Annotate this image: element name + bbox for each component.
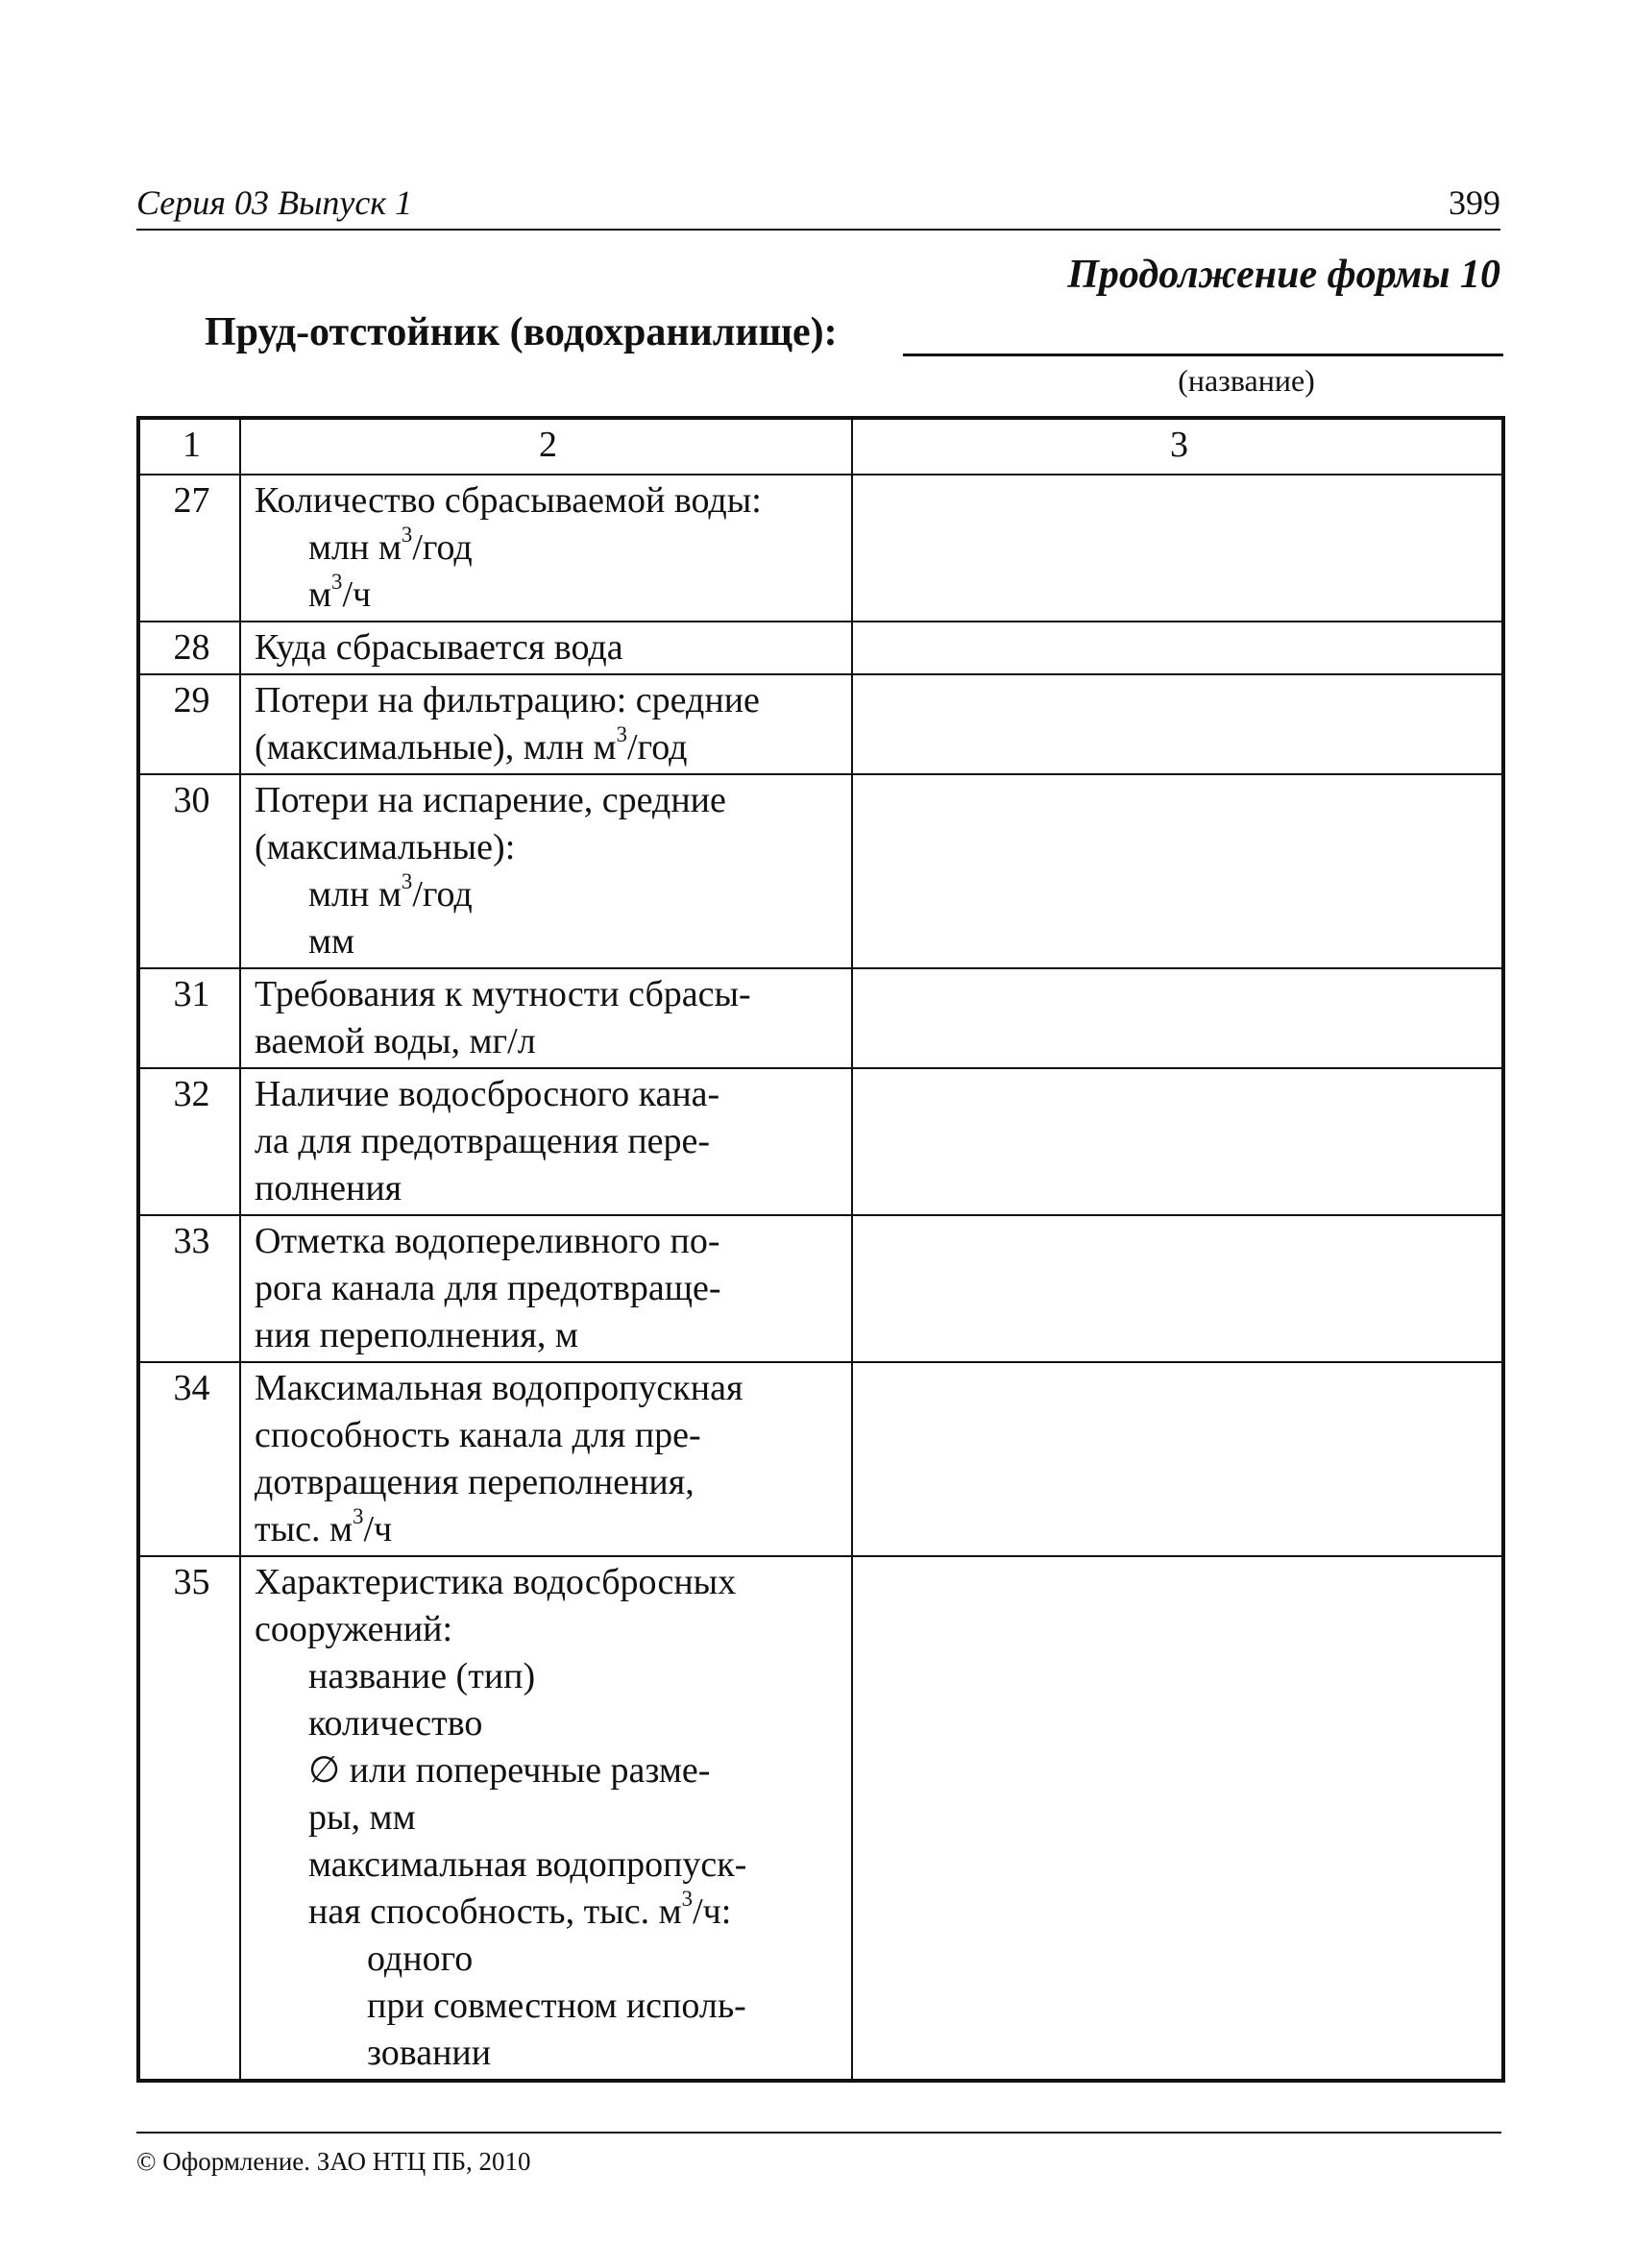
running-head bbox=[136, 181, 1500, 231]
table-row bbox=[138, 1362, 1503, 1556]
description-line: тыс. $м^3/ч$ bbox=[255, 1503, 393, 1549]
description-line: Куда сбрасывается вода bbox=[255, 627, 623, 668]
form-continuation-label: Продолжение формы 10 bbox=[1067, 253, 1500, 297]
value-cell[interactable] bbox=[852, 622, 1503, 674]
table-row bbox=[138, 1556, 1503, 2081]
description-line: Потери на испарение, средние bbox=[255, 780, 726, 820]
row-number: 29 bbox=[138, 674, 240, 774]
value-cell[interactable] bbox=[852, 968, 1503, 1068]
description-line: млн $м^3$/год bbox=[308, 868, 473, 915]
row-number: 32 bbox=[138, 1068, 240, 1215]
value-cell[interactable] bbox=[852, 475, 1503, 622]
description-line: ры, мм bbox=[308, 1797, 416, 1838]
table-row bbox=[138, 774, 1503, 968]
table-row bbox=[138, 1068, 1503, 1215]
row-description bbox=[240, 968, 852, 1068]
value-cell[interactable] bbox=[852, 774, 1503, 968]
description-line: Отметка водопереливного по- bbox=[255, 1221, 720, 1261]
description-line: ная способность, тыс. $м^3/ч$: bbox=[308, 1886, 732, 1932]
description-line: ния переполнения, м bbox=[255, 1315, 578, 1355]
row-number: 28 bbox=[138, 622, 240, 674]
description-line: при совместном исполь- bbox=[367, 1986, 746, 2026]
table-row bbox=[138, 475, 1503, 622]
column-header: 3 bbox=[852, 418, 1503, 475]
description-line: мм bbox=[308, 921, 355, 962]
description-line: максимальная водопропуск- bbox=[308, 1844, 747, 1885]
description-line: (максимальные): bbox=[255, 827, 516, 867]
description-line: (максимальные), млн $м^3$/год bbox=[255, 721, 688, 768]
description-line: название (тип) bbox=[308, 1656, 536, 1696]
value-cell[interactable] bbox=[852, 1362, 1503, 1556]
description-line: ваемой воды, мг/л bbox=[255, 1021, 536, 1061]
description-line: ла для предотвращения пере- bbox=[255, 1121, 711, 1161]
description-line: зовании bbox=[367, 2033, 492, 2073]
object-title: Пруд-отстойник (водохранилище): bbox=[205, 310, 838, 354]
row-description bbox=[240, 1215, 852, 1362]
description-line: $м^3/ч$ bbox=[308, 569, 372, 615]
row-description bbox=[240, 475, 852, 622]
row-description bbox=[240, 774, 852, 968]
table-header-row bbox=[138, 418, 1503, 475]
object-name-caption: (название) bbox=[1178, 363, 1315, 398]
value-cell[interactable] bbox=[852, 1068, 1503, 1215]
description-line: рога канала для предотвраще- bbox=[255, 1268, 721, 1308]
row-number: 35 bbox=[138, 1556, 240, 2081]
row-number: 34 bbox=[138, 1362, 240, 1556]
description-line: ∅ или поперечные разме- bbox=[308, 1750, 711, 1791]
value-cell[interactable] bbox=[852, 1215, 1503, 1362]
page-number: 399 bbox=[1449, 183, 1500, 222]
table-row bbox=[138, 1215, 1503, 1362]
object-name-blank[interactable] bbox=[903, 309, 1503, 356]
description-line: млн $м^3$/год bbox=[308, 522, 473, 568]
description-line: полнения bbox=[255, 1168, 402, 1208]
description-line: Количество сбрасываемой воды: bbox=[255, 480, 762, 521]
table-row bbox=[138, 622, 1503, 674]
row-description bbox=[240, 622, 852, 674]
column-header: 2 bbox=[240, 418, 852, 475]
table-row bbox=[138, 674, 1503, 774]
description-line: Характеристика водосбросных bbox=[255, 1562, 737, 1602]
form-table bbox=[136, 416, 1505, 2083]
row-number: 31 bbox=[138, 968, 240, 1068]
row-description bbox=[240, 1556, 852, 2081]
description-line: сооружений: bbox=[255, 1609, 453, 1649]
description-line: одного bbox=[367, 1939, 474, 1979]
row-number: 30 bbox=[138, 774, 240, 968]
description-line: Наличие водосбросного кана- bbox=[255, 1074, 720, 1114]
row-number: 33 bbox=[138, 1215, 240, 1362]
column-header: 1 bbox=[138, 418, 240, 475]
object-title-row bbox=[205, 309, 1503, 367]
description-line: дотвращения переполнения, bbox=[255, 1462, 695, 1502]
value-cell[interactable] bbox=[852, 674, 1503, 774]
description-line: Максимальная водопропускная bbox=[255, 1368, 743, 1408]
series-label: Серия 03 Выпуск 1 bbox=[136, 183, 413, 222]
row-description bbox=[240, 1068, 852, 1215]
table-row bbox=[138, 968, 1503, 1068]
description-line: Потери на фильтрацию: средние bbox=[255, 680, 760, 720]
row-number: 27 bbox=[138, 475, 240, 622]
row-description bbox=[240, 674, 852, 774]
copyright-footer: © Оформление. ЗАО НТЦ ПБ, 2010 bbox=[136, 2132, 1501, 2177]
value-cell[interactable] bbox=[852, 1556, 1503, 2081]
row-description bbox=[240, 1362, 852, 1556]
description-line: количество bbox=[308, 1703, 483, 1744]
description-line: Требования к мутности сбрасы- bbox=[255, 974, 751, 1014]
description-line: способность канала для пре- bbox=[255, 1415, 701, 1455]
